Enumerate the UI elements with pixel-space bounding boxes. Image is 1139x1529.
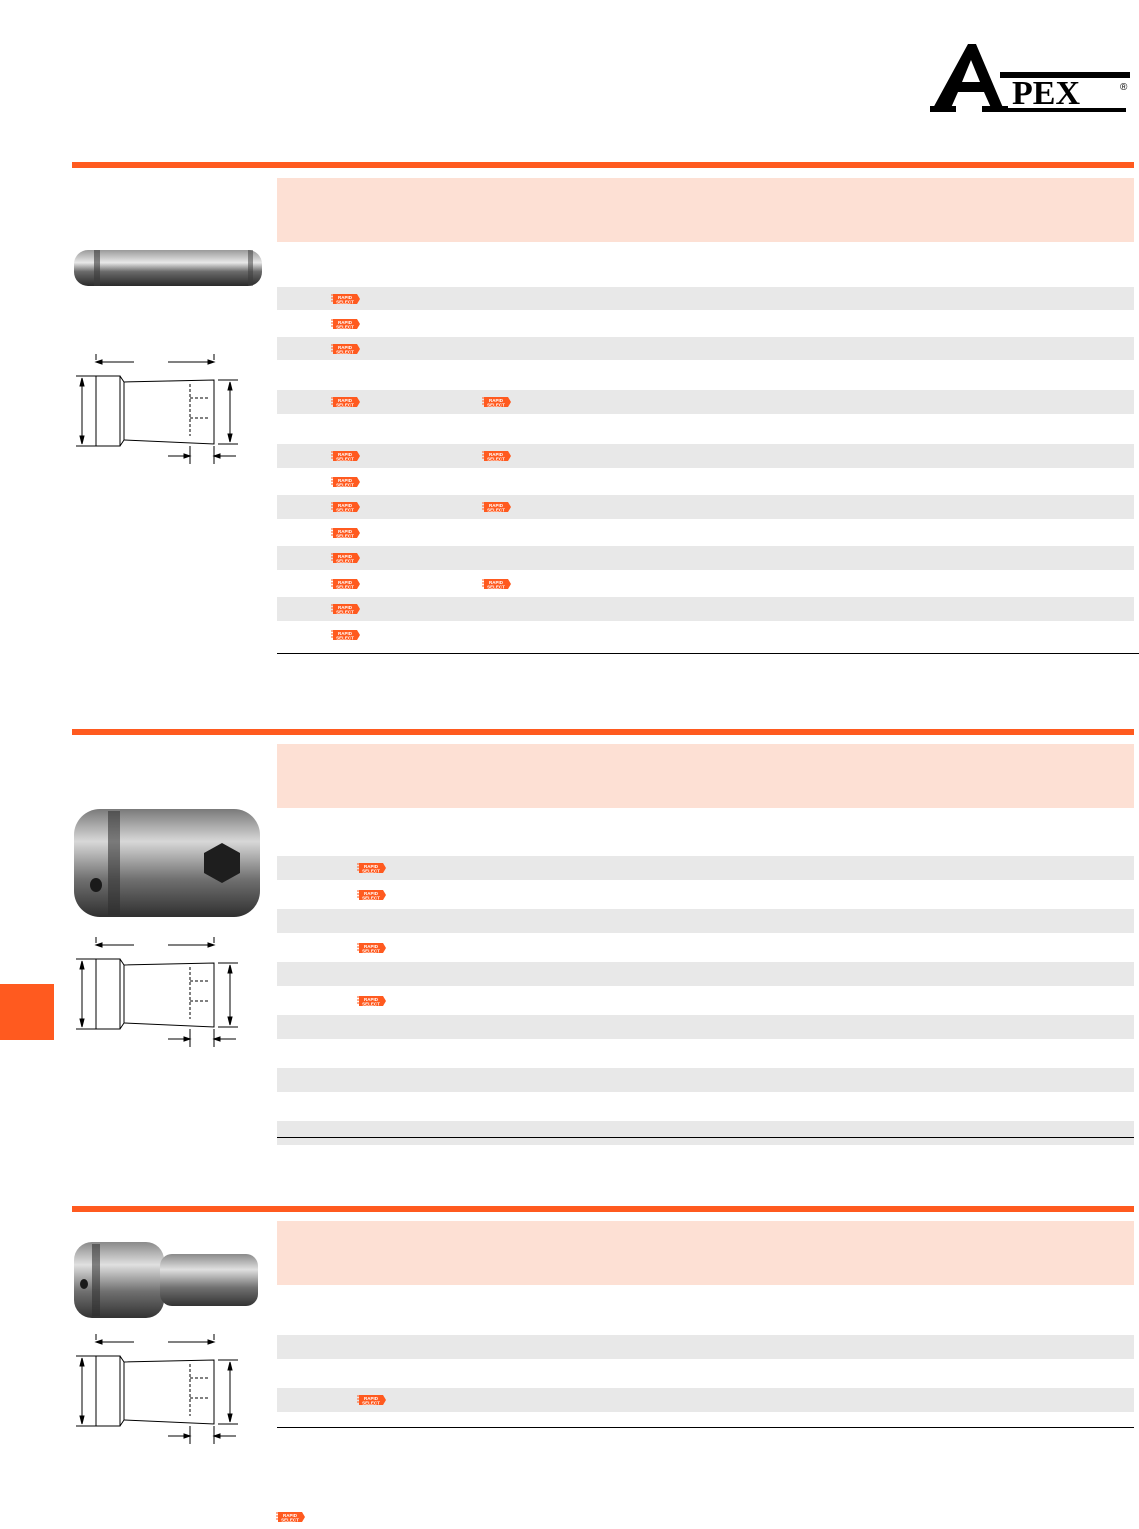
table-row [277, 360, 1134, 390]
table-rows [277, 257, 1134, 648]
table-row [277, 621, 1134, 648]
rapid-select-badge-icon [331, 317, 361, 331]
rapid-select-badge-icon [331, 577, 361, 591]
stepped-socket-photo-icon [72, 1238, 264, 1320]
product-section-1 [72, 162, 1134, 657]
table-row [277, 287, 1134, 310]
table-row [277, 1092, 1134, 1121]
rapid-select-badge-icon [331, 551, 361, 565]
table-rows [277, 824, 1134, 1145]
table-row [277, 570, 1134, 597]
table-header [277, 1221, 1134, 1285]
socket-dimension-diagram-icon [72, 352, 242, 464]
section-rule [72, 1206, 1134, 1212]
socket-dimension-diagram-icon [72, 1332, 242, 1444]
rapid-select-badge-icon [482, 449, 512, 463]
table-row [277, 257, 1134, 287]
rapid-select-badge-icon [331, 449, 361, 463]
table-row [277, 962, 1134, 986]
table-row [277, 414, 1134, 444]
table-row [277, 856, 1134, 880]
table-row [277, 495, 1134, 519]
table-row [277, 390, 1134, 414]
rapid-select-badge-icon [357, 994, 387, 1008]
rapid-select-badge-icon [331, 526, 361, 540]
product-section-3 [72, 1206, 1134, 1430]
table-row [277, 986, 1134, 1015]
table-row [277, 1015, 1134, 1039]
rapid-select-badge-icon [331, 342, 361, 356]
table-row [277, 1068, 1134, 1092]
logo-letters: PEX [1012, 75, 1080, 112]
table-row [277, 310, 1134, 337]
rapid-select-badge-icon [357, 861, 387, 875]
rapid-select-badge-icon [331, 395, 361, 409]
section-side-tab [0, 984, 54, 1040]
spec-table-2 [277, 744, 1134, 1140]
table-row [277, 1359, 1134, 1388]
rapid-select-badge-icon [331, 602, 361, 616]
table-row [277, 444, 1134, 468]
rapid-select-badge-icon [331, 475, 361, 489]
socket-dimension-diagram-icon [72, 935, 242, 1047]
rapid-select-badge-icon [331, 628, 361, 642]
table-header [277, 744, 1134, 808]
table-row [277, 1388, 1134, 1412]
table-bottom-rule [277, 653, 1139, 654]
table-row [277, 468, 1134, 495]
rapid-select-badge-icon [482, 577, 512, 591]
registered-mark: ® [1120, 82, 1128, 93]
product-section-2 [72, 729, 1134, 1141]
table-bottom-rule [277, 1427, 1134, 1428]
rapid-select-badge-icon [357, 1393, 387, 1407]
section-rule [72, 162, 1134, 168]
table-row [277, 1039, 1134, 1068]
table-row [277, 824, 1134, 856]
table-header [277, 178, 1134, 242]
rapid-select-badge-icon [482, 395, 512, 409]
rapid-select-badge-icon [331, 500, 361, 514]
long-socket-photo-icon [72, 246, 264, 290]
rapid-select-badge-icon [482, 500, 512, 514]
table-row [277, 909, 1134, 933]
table-row [277, 337, 1134, 360]
table-row [277, 519, 1134, 546]
rapid-select-badge-icon [331, 292, 361, 306]
spec-table-3 [277, 1221, 1134, 1429]
table-row [277, 1301, 1134, 1335]
table-bottom-rule [277, 1137, 1134, 1138]
short-socket-photo-icon [72, 807, 264, 919]
table-rows [277, 1301, 1134, 1441]
table-row [277, 597, 1134, 621]
section-rule [72, 729, 1134, 735]
spec-table-1 [277, 178, 1134, 655]
rapid-select-badge-icon [357, 941, 387, 955]
table-row [277, 1121, 1134, 1145]
table-row [277, 1335, 1134, 1359]
table-row [277, 933, 1134, 962]
rapid-select-badge-icon [357, 888, 387, 902]
rapid-select-legend-icon [276, 1510, 306, 1524]
table-row [277, 880, 1134, 909]
apex-logo [930, 42, 1135, 120]
table-row [277, 546, 1134, 570]
